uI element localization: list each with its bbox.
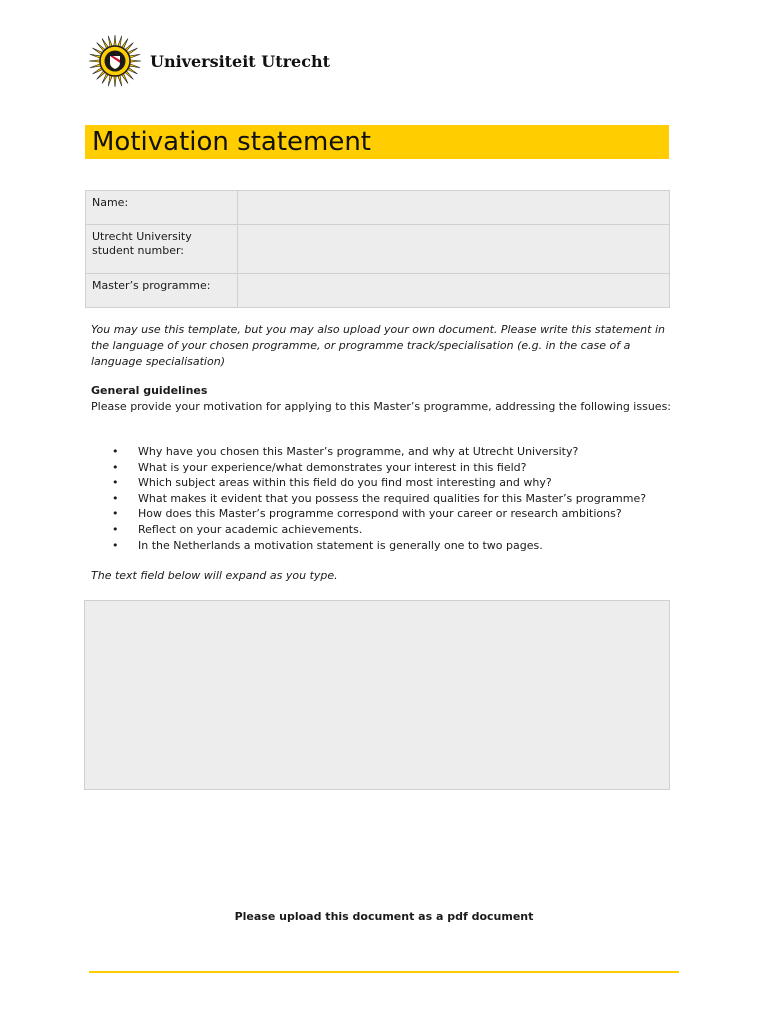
- name-field[interactable]: [238, 191, 670, 225]
- footer-divider: [89, 971, 679, 973]
- university-logo: [88, 34, 330, 88]
- programme-label: Master’s programme:: [86, 274, 238, 308]
- upload-instruction: Please upload this document as a pdf document: [234, 910, 534, 923]
- name-label: Name:: [86, 191, 238, 225]
- list-item: • How does this Master’s programme correspond with your career or research ambitions?: [91, 506, 691, 522]
- table-row: [86, 274, 670, 308]
- guidelines-intro: Please provide your motivation for applying to this Master’s programme, addressing the following issues:: [91, 400, 672, 413]
- university-seal-icon: [88, 34, 142, 88]
- list-item: • What is your experience/what demonstrates your interest in this field?: [91, 460, 691, 476]
- student-number-label: Utrecht University student number:: [86, 225, 238, 274]
- guidelines-list: [91, 444, 691, 553]
- table-row: [86, 191, 670, 225]
- student-number-field[interactable]: [238, 225, 670, 274]
- template-note: You may use this template, but you may also upload your own document. Please write this statement in the language of your chosen programme, or programme track/specialisation (e.g. in the case of a language specialisation): [91, 323, 665, 368]
- expand-note: The text field below will expand as you type.: [91, 569, 338, 582]
- list-item: • What makes it evident that you possess the required qualities for this Master’s programme?: [91, 491, 691, 507]
- list-item: • Why have you chosen this Master’s programme, and why at Utrecht University?: [91, 444, 691, 460]
- document-title: Motivation statement: [92, 127, 372, 157]
- title-banner: [85, 125, 669, 159]
- applicant-info-table: [85, 190, 670, 308]
- list-item: • Which subject areas within this field do you find most interesting and why?: [91, 475, 691, 491]
- list-item: • Reflect on your academic achievements.: [91, 522, 691, 538]
- programme-field[interactable]: [238, 274, 670, 308]
- university-name: Universiteit Utrecht: [150, 51, 330, 71]
- guidelines-heading: General guidelines: [91, 384, 208, 397]
- list-item: • In the Netherlands a motivation statement is generally one to two pages.: [91, 538, 691, 554]
- table-row: [86, 225, 670, 274]
- motivation-text-field[interactable]: [84, 600, 670, 790]
